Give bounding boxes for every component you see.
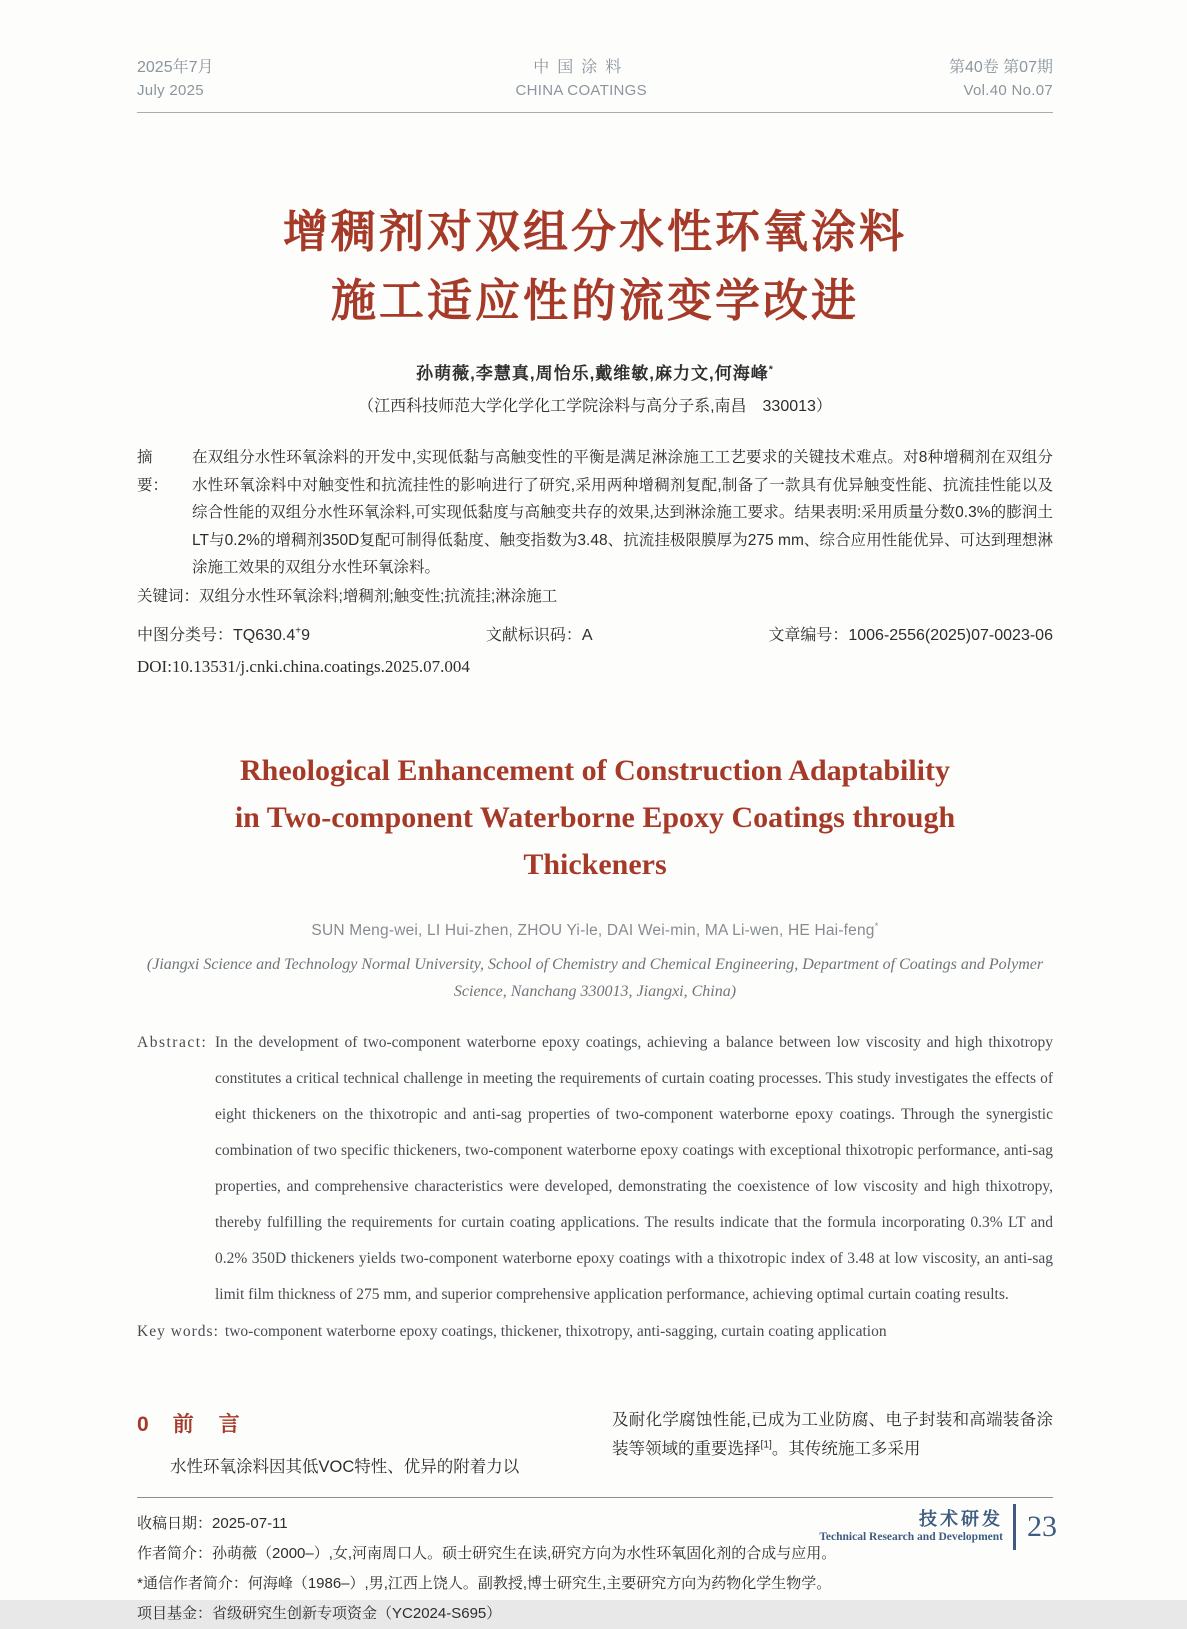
clc-value: TQ630.4 (233, 626, 296, 644)
footnote-text: 孙萌薇（2000–）,女,河南周口人。硕士研究生在读,研究方向为水性环氧固化剂的合成与应用。 (212, 1544, 837, 1562)
introduction-section (137, 1406, 1053, 1482)
footnote-corresponding-author-bio (137, 1569, 1053, 1599)
intro-paragraph-right-1: 及耐化学腐蚀性能,已成为工业防腐、电子封装和高端装备涂装等领域的重要选择 (612, 1410, 1053, 1458)
article-title-en-line3: Thickeners (523, 847, 667, 881)
keywords-en-label: Key words: (137, 1322, 219, 1340)
authors-en (137, 922, 1053, 940)
keywords-cn-label: 关键词： (137, 587, 200, 605)
abstract-en-label: Abstract: (137, 1033, 208, 1051)
reference-mark-1: [1] (760, 1439, 772, 1450)
abstract-cn-label: 摘 要： (137, 449, 169, 494)
journal-name-en: CHINA COATINGS (515, 82, 647, 99)
abstract-en (137, 1025, 1053, 1313)
article-title-cn-line1: 增稠剂对双组分水性环氧涂料 (282, 206, 907, 257)
corresponding-author-mark: * (768, 363, 774, 376)
doi: DOI:10.13531/j.cnki.china.coatings.2025.07.004 (137, 656, 470, 676)
intro-paragraph-left: 水性环氧涂料因其低VOC特性、优异的附着力以 (170, 1457, 520, 1476)
article-title-en-line2: in Two-component Waterborne Epoxy Coatings through (234, 800, 956, 834)
journal-name (516, 56, 647, 102)
footnote-label: 作者简介： (137, 1544, 213, 1562)
article-title-cn-line2: 施工适应性的流变学改进 (330, 275, 859, 326)
footnote-text: 2025-07-11 (212, 1514, 288, 1532)
header-volume-en: Vol.40 No.07 (963, 82, 1053, 99)
footer-category (819, 1509, 1003, 1545)
article-title-en-line1: Rheological Enhancement of Construction Adaptability (239, 753, 951, 787)
authors-en-text: SUN Meng-wei, LI Hui-zhen, ZHOU Yi-le, DAI Wei-min, MA Li-wen, HE Hai-feng (311, 921, 875, 939)
section-title: 前 言 (172, 1412, 242, 1436)
footnote-funding (137, 1599, 1053, 1629)
footer-divider-bar (1013, 1504, 1016, 1550)
article-title-cn (137, 197, 1053, 335)
article-number: 文章编号：1006-2556(2025)07-0023-06 (768, 626, 1053, 644)
page-number: 23 (1027, 1510, 1057, 1543)
section-heading (137, 1410, 578, 1439)
article-meta-row (137, 622, 1053, 645)
journal-header (137, 0, 1053, 113)
abstract-en-text: In the development of two-component waterborne epoxy coatings, achieving a balance between low viscosity and high thixotropy constitutes a critical technical challenge in meeting the requirements of curtain coating processes. This study investigates the effects of eight thickeners on the thixotropic and anti-sag properties of two-component waterborne epoxy coatings. Through the synergistic combination of two specific thickeners, two-component waterborne epoxy coatings with exceptional thixotropic performance, anti-sag properties, and comprehensive characteristics were developed, demonstrating the coexistence of low viscosity and high thixotropy, thereby fulfilling the requirements for curtain coating applications. The results indicate that the formula incorporating 0.3% LT and 0.2% 350D thickeners yields two-component waterborne epoxy coatings with a thixotropic index of 3.48 at low viscosity, an anti-sag limit film thickness of 275 mm, and superior comprehensive application performance, achieving optimal curtain coating results. (215, 1033, 1053, 1303)
intro-paragraph-right-2: 。其传统施工多采用 (771, 1439, 921, 1458)
keywords-en-text: two-component waterborne epoxy coatings, thickener, thixotropy, anti-sagging, curtain coating application (224, 1322, 887, 1340)
keywords-en (137, 1314, 1053, 1350)
affiliation-en: (Jiangxi Science and Technology Normal University, School of Chemistry and Chemical Engineering, Department of Coatings and Polymer Science, Nanchang 330013, Jiangxi, China) (146, 955, 1044, 1000)
footnote-label: *通信作者简介： (137, 1574, 248, 1592)
keywords-cn (137, 583, 1053, 611)
footer-category-cn: 技术研发 (919, 1509, 1003, 1529)
intro-right-column (612, 1406, 1053, 1482)
header-volume (949, 56, 1053, 102)
footnote-label: 收稿日期： (137, 1514, 213, 1532)
document-code: 文献标识码：A (485, 626, 593, 644)
footnote-text: 何海峰（1986–）,男,江西上饶人。副教授,博士研究生,主要研究方向为药物化学生物学。 (247, 1574, 832, 1592)
authors-cn (137, 359, 1053, 384)
intro-left-column (137, 1406, 578, 1482)
footer-category-en: Technical Research and Development (819, 1531, 1003, 1543)
page-footer (819, 1504, 1057, 1550)
clc-number (137, 622, 310, 645)
article-title-en (137, 747, 1053, 888)
corresponding-author-mark-en: * (874, 920, 879, 932)
clc-sup: + (295, 625, 302, 637)
header-volume-cn: 第40卷 第07期 (948, 59, 1053, 76)
footnote-text: 省级研究生创新专项资金（YC2024-S695） (212, 1604, 502, 1622)
section-number: 0 (137, 1412, 149, 1436)
header-date-cn: 2025年7月 (137, 59, 214, 76)
authors-cn-text: 孙萌薇,李慧真,周怡乐,戴维敏,麻力文,何海峰 (416, 364, 769, 383)
header-date (137, 56, 214, 102)
keywords-cn-text: 双组分水性环氧涂料;增稠剂;触变性;抗流挂;淋涂施工 (199, 587, 558, 605)
footnote-label: 项目基金： (137, 1604, 213, 1622)
abstract-cn-text: 在双组分水性环氧涂料的开发中,实现低黏与高触变性的平衡是满足淋涂施工工艺要求的关键技术难点。对8种增稠剂在双组分水性环氧涂料中对触变性和抗流挂性的影响进行了研究,采用两种增稠剂复配,制备了一款具有优异触变性能、抗流挂性能以及综合性能的双组分水性环氧涂料,可实现低黏度与高触变共存的效果,达到淋涂施工要求。结果表明:采用质量分数0.3%的膨润土LT与0.2%的增稠剂350D复配可制得低黏度、触变指数为3.48、抗流挂极限膜厚为275 mm、综合应用性能优异、可达到理想淋涂施工效果的双组分水性环氧涂料。 (192, 449, 1053, 576)
abstract-cn (137, 444, 1053, 582)
clc-label: 中图分类号： (137, 626, 234, 644)
header-date-en: July 2025 (137, 82, 204, 99)
clc-after: 9 (301, 626, 310, 644)
affiliation-cn: （江西科技师范大学化学化工学院涂料与高分子系,南昌 330013） (358, 398, 832, 415)
journal-name-cn: 中国涂料 (533, 59, 630, 76)
